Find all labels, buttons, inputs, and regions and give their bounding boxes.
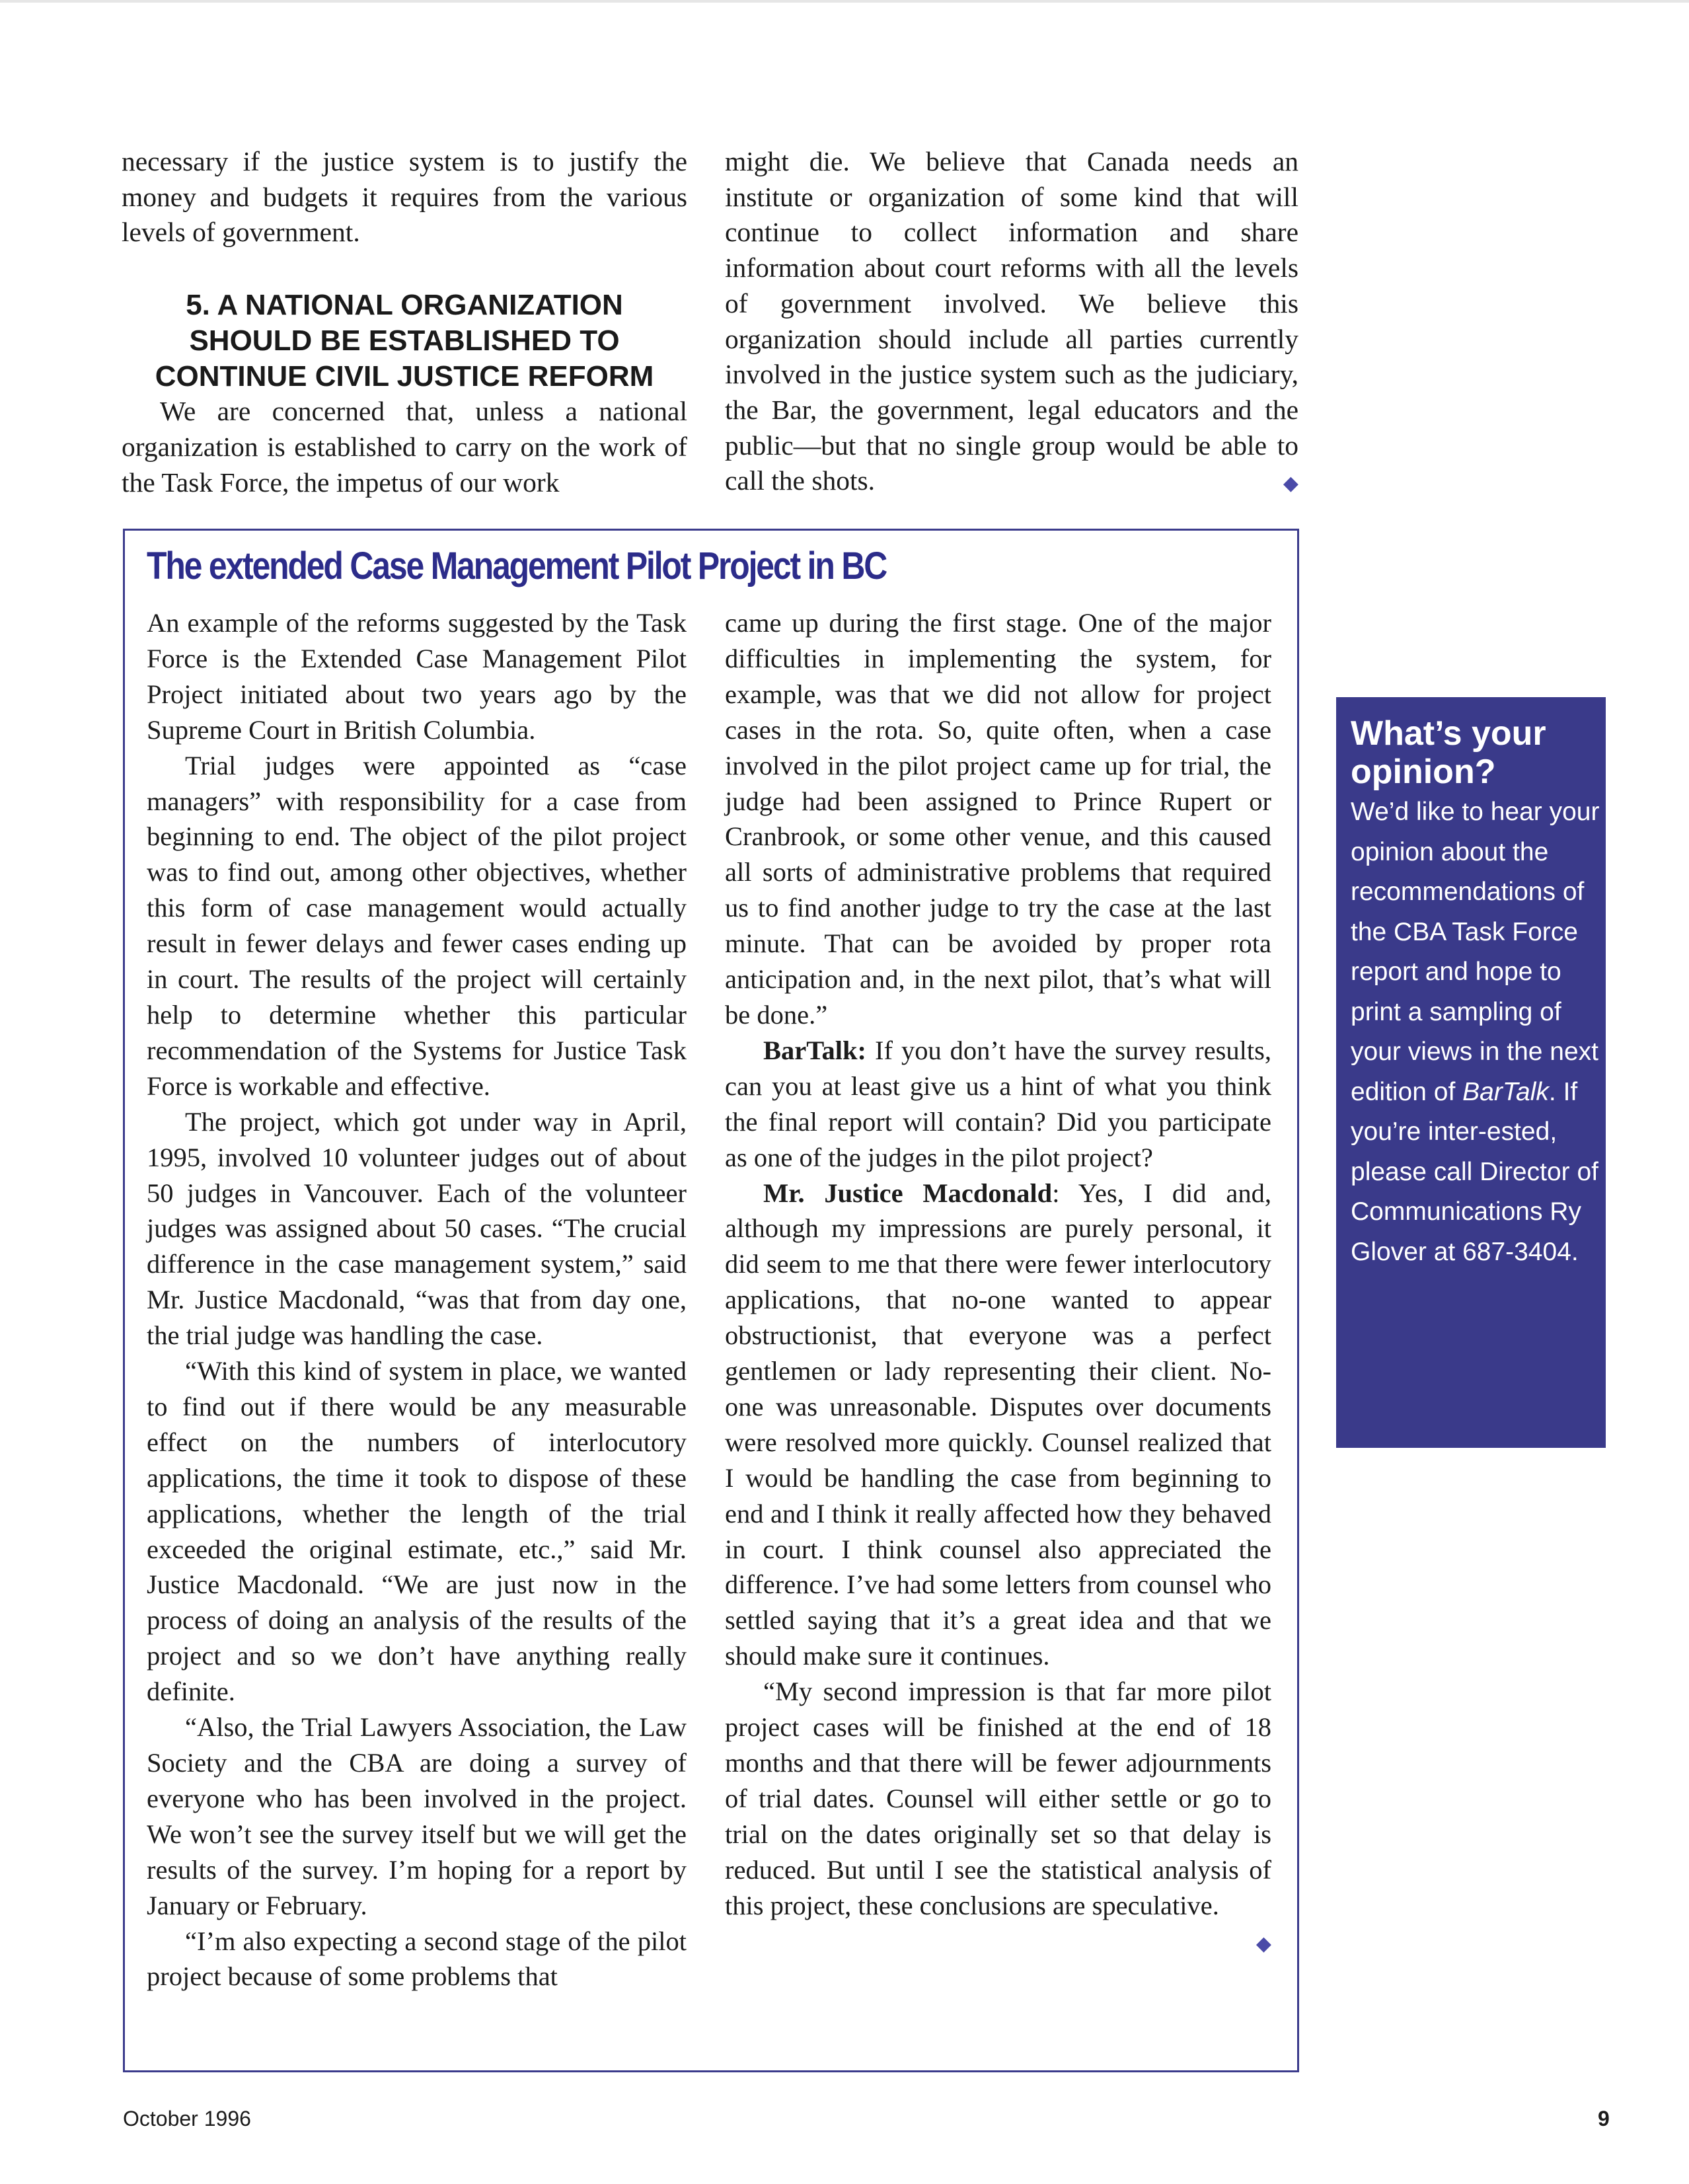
box-left-paragraph-1: An example of the reforms suggested by the Task Force is the Extended Case Management Pilot Project initiated about two years ago by the Supreme Court in British Columbia. [147, 608, 687, 745]
end-mark-diamond-icon: ◆ [1283, 472, 1298, 495]
box-left-paragraph-6: “I’m also expecting a second stage of the pilot project because of some problems that [147, 1926, 687, 1992]
box-right-column [725, 605, 1271, 1961]
section-heading-5: 5. A NATIONAL ORGANIZATION SHOULD BE ESTABLISHED TO CONTINUE CIVIL JUSTICE REFORM [155, 289, 654, 393]
top-left-paragraph-2: We are concerned that, unless a national organization is established to carry on the work of the Task Force, the impetus of our work [122, 396, 687, 498]
box-right-paragraph-2 [725, 1033, 1271, 1176]
top-left-paragraph-1: necessary if the justice system is to justify the money and budgets it requires from the various levels of government. [122, 146, 687, 248]
box-left-paragraph-2: Trial judges were appointed as “case managers” with responsibility for a case from beginning to end. The object of the pilot project was to find out, among other objectives, whether this form of case management would actually result in fewer delays and fewer cases ending up in court. The results of the project will certainly help to determine whether this particular recommendation of the Systems for Justice Task Force is workable and effective. [147, 750, 687, 1101]
top-article-left-column [122, 144, 687, 500]
top-right-paragraph-1 [725, 144, 1298, 499]
box-left-column [147, 605, 687, 1994]
top-article-right-column [725, 144, 1298, 502]
box-title: The extended Case Management Pilot Project in BC [147, 545, 887, 587]
speaker-bartalk: BarTalk: [763, 1035, 867, 1065]
box-left-paragraph-4: “With this kind of system in place, we wanted to find out if there would be any measurable effect on the numbers of interlocutory applications, the time it took to dispose of these applications, whether the length of the trial exceeded the original estimate, etc.,” said Mr. Justice Macdonald. “We are just now in the process of doing an analysis of the results of the project and so we don’t have anything really definite. [147, 1356, 687, 1707]
macdonald-answer: : Yes, I did and, although my impressions are purely personal, it did seem to me that there were fewer interlocutory applications, that no-one wanted to appear obstructionist, that everyone was a perfect gentlemen or lady representing their client. No-one was unreasonable. Disputes over documents were resolved more quickly. Counsel realized that I would be handling the case from beginning to end and I think it really affected how they behaved in court. I think counsel also appreciated the difference. I’ve had some letters from counsel who settled saying that it’s a great idea and that we should make sure it continues. [725, 1178, 1271, 1671]
opinion-callout-box [1336, 697, 1606, 1448]
scan-edge-line [0, 0, 1689, 3]
box-left-paragraph-5: “Also, the Trial Lawyers Association, the Law Society and the CBA are doing a survey of everyone who has been involved in the project. We won’t see the survey itself but we will get the results of the survey. I’m hoping for a report by January or February. [147, 1712, 687, 1920]
speaker-justice-macdonald: Mr. Justice Macdonald [763, 1178, 1053, 1208]
box-left-paragraph-3: The project, which got under way in April, 1995, involved 10 volunteer judges out of about 50 judges in Vancouver. Each of the volunteer judges was assigned about 50 cases. “The crucial difference in the case management system,” said Mr. Justice Macdonald, “was that from day one, the trial judge was handling the case. [147, 1106, 687, 1351]
opinion-body [1351, 792, 1606, 1272]
box-right-paragraph-4-text: “My second impression is that far more pilot project cases will be finished at the end of 18 months and that there will be fewer adjournments of trial dates. Counsel will either settle or go to trial on the dates originally set so that delay is reduced. But until I see the statistical analysis of this project, these conclusions are speculative. [725, 1676, 1271, 1920]
publication-name: BarTalk [1462, 1077, 1549, 1106]
opinion-title: What’s your opinion? [1351, 714, 1546, 791]
opinion-body-start: We’d like to hear your opinion about the recommendations of the CBA Task Force report and hope to print a sampling of your views in the next edition of [1351, 798, 1600, 1106]
box-end-mark-diamond-icon: ◆ [1256, 1932, 1271, 1955]
page-number: 9 [1598, 2107, 1610, 2130]
box-right-paragraph-3 [725, 1176, 1271, 1675]
footer-date: October 1996 [123, 2107, 251, 2130]
box-right-paragraph-4 [725, 1674, 1271, 1955]
box-right-paragraph-1: came up during the first stage. One of the major difficulties in implementing the system, for example, was that we did not allow for project cases in the rota. So, quite often, when a case involved in the pilot project came up for trial, the judge had been assigned to Prince Rupert or Cranbrook, or some other venue, and this caused all sorts of administrative problems that required us to find another judge to try the case at the last minute. That can be avoided by proper rota anticipation and, in the next pilot, that’s what will be done.” [725, 608, 1271, 1030]
bartalk-question: If you don’t have the survey results, can you at least give us a hint of what you think the final report will contain? Did you participate as one of the judges in the pilot project? [725, 1035, 1271, 1172]
opinion-body-end: . If you’re inter-ested, please call Director of Communications Ry Glover at 687-3404. [1351, 1077, 1598, 1266]
top-right-paragraph-text: might die. We believe that Canada needs an institute or organization of some kind that will continue to collect information and share information about court reforms with all the levels of government involved. We believe this organization should include all parties currently involved in the justice system such as the judiciary, the Bar, the government, legal educators and the public—but that no single group would be able to call the shots. [725, 146, 1298, 496]
